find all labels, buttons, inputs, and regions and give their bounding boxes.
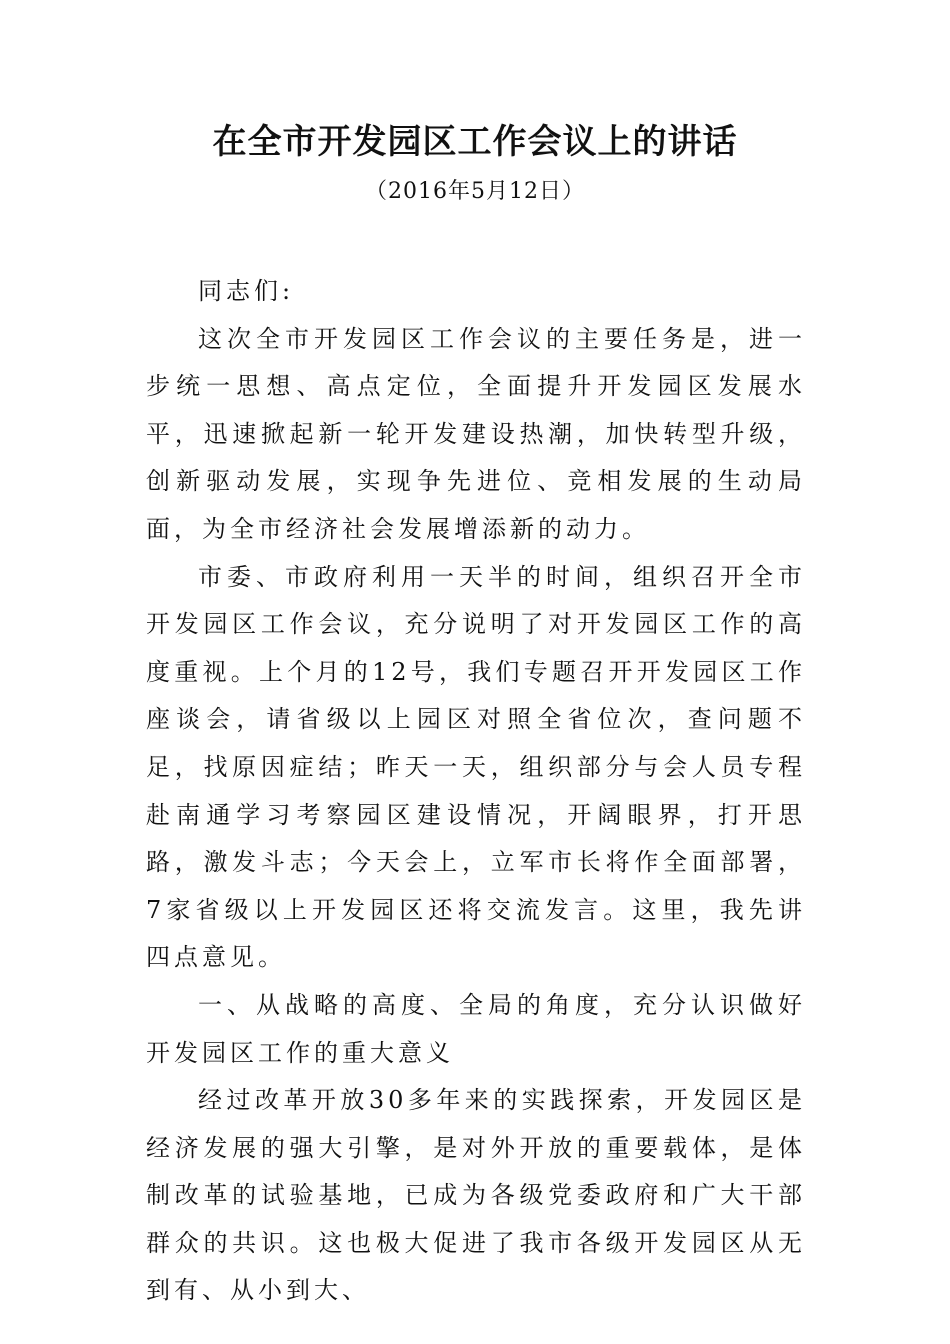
document-date: （2016年5月12日） [365, 179, 585, 204]
paragraph-2: 市委、市政府利用一天半的时间，组织召开全市开发园区工作会议，充分说明了对开发园区工作的高度重视。上个月的12号，我们专题召开开发园区工作座谈会，请省级以上园区对照全省位次，查问题不足，找原因症结；昨天一天，组织部分与会人员专程赴南通学习考察园区建设情况，开阔眼界，打开思路，激发斗志；今天会上，立军市长将作全面部署，7家省级以上开发园区还将交流发言。这里，我先讲四点意见。 [146, 562, 806, 972]
section-heading-1: 一、从战略的高度、全局的角度，充分认识做好开发园区工作的重大意义 [146, 990, 806, 1067]
salutation: 同志们: [198, 277, 295, 305]
paragraph-1: 这次全市开发园区工作会议的主要任务是，进一步统一思想、高点定位，全面提升开发园区发展水平，迅速掀起新一轮开发建设热潮，加快转型升级，创新驱动发展，实现争先进位、竞相发展的生动局面，为全市经济社会发展增添新的动力。 [146, 324, 806, 543]
document-body [146, 268, 806, 1315]
document-title: 在全市开发园区工作会议上的讲话 [212, 122, 738, 162]
paragraph-3: 经过改革开放30多年来的实践探索，开发园区是经济发展的强大引擎，是对外开放的重要载体，是体制改革的试验基地，已成为各级党委政府和广大干部群众的共识。这也极大促进了我市各级开发园区从无到有、从小到大、 [146, 1086, 806, 1305]
